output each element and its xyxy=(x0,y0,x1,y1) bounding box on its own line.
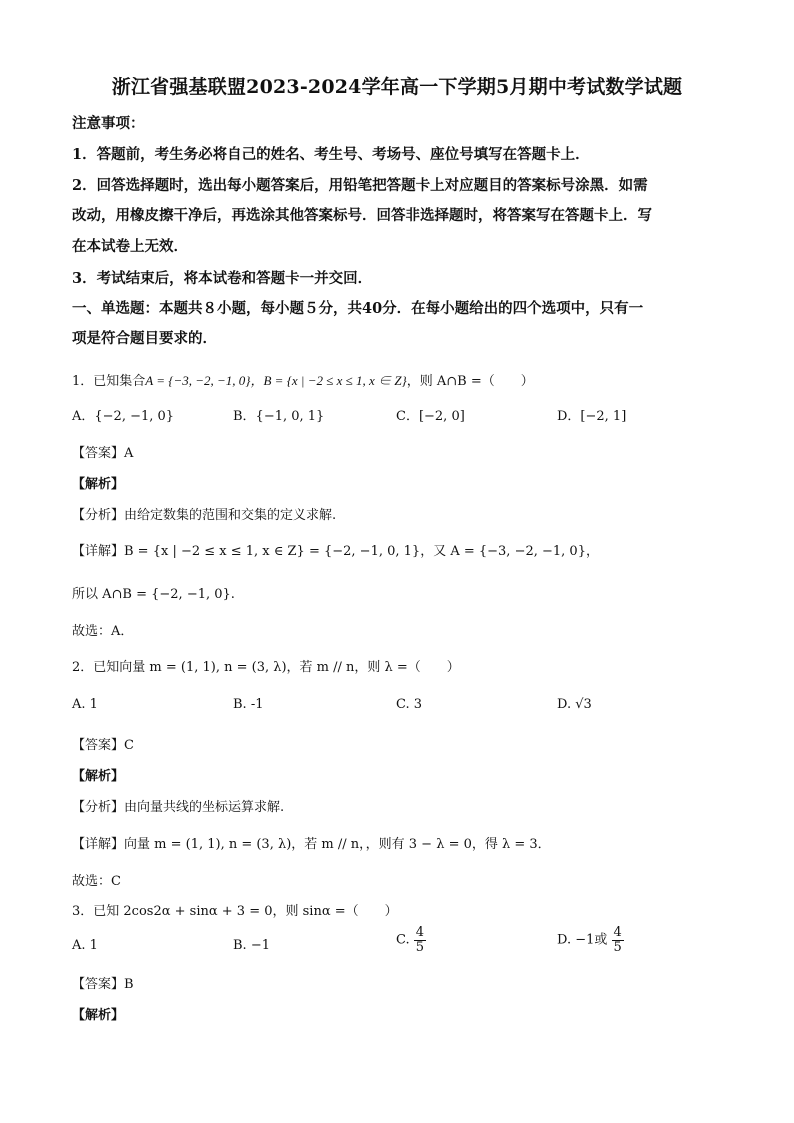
notice-item-3: 3．考试结束后，将本试卷和答题卡一并交回． xyxy=(72,270,373,287)
notice-item-2-line-3: 在本试卷上无效． xyxy=(72,238,188,255)
q1-answer: 【答案】A xyxy=(72,446,134,461)
q1-analysis-label: 【解析】 xyxy=(72,477,125,492)
q3-option-c-label: C. xyxy=(396,932,410,948)
notice-item-1: 1．答题前，考生务必将自己的姓名、考生号、考场号、座位号填写在答题卡上． xyxy=(72,146,590,163)
notice-item-2-line-2: 改动，用橡皮擦干净后，再选涂其他答案标号．回答非选择题时，将答案写在答题卡上．写 xyxy=(72,207,652,224)
q3-answer: 【答案】B xyxy=(72,977,134,992)
q1-option-c: C．[−2, 0] xyxy=(396,409,465,424)
q2-stem: 2．已知向量 m = (1, 1), n = (3, λ)，若 m // n，则 λ =（ ） xyxy=(72,660,460,675)
q3-option-d-fraction xyxy=(612,926,624,954)
q2-option-d: D. √3 xyxy=(557,697,592,712)
q1-choose: 故选：A． xyxy=(72,624,134,639)
q3-stem: 3．已知 2cos2α + sinα + 3 = 0，则 sinα =（ ） xyxy=(72,904,398,919)
q3-option-c xyxy=(396,926,426,954)
q2-option-c: C. 3 xyxy=(396,697,423,712)
fraction-numerator: 4 xyxy=(613,925,622,940)
q2-option-b: B. -1 xyxy=(233,697,264,712)
q3-option-c-fraction xyxy=(414,926,426,954)
q1-option-d: D．[−2, 1] xyxy=(557,409,627,424)
q2-choose: 故选：C xyxy=(72,874,121,889)
section-heading-line-2: 项是符合题目要求的． xyxy=(72,330,217,347)
fraction-numerator: 4 xyxy=(415,925,425,940)
q2-fenxi: 【分析】由向量共线的坐标运算求解. xyxy=(72,800,285,815)
q1-option-b: B．{−1, 0, 1} xyxy=(233,409,325,424)
notice-heading: 注意事项： xyxy=(72,115,145,132)
q1-stem-suffix: ，则 A∩B =（ ） xyxy=(406,374,534,389)
q3-option-d xyxy=(557,926,624,954)
q1-fenxi: 【分析】由给定数集的范围和交集的定义求解. xyxy=(72,508,337,523)
q1-stem-math: A = {−3, −2, −1, 0}，B = {x | −2 ≤ x ≤ 1, x ∈ Z} xyxy=(145,373,407,388)
q1-detail-2: 所以 A∩B = {−2, −1, 0}. xyxy=(72,587,235,602)
q2-analysis-label: 【解析】 xyxy=(72,769,125,784)
section-heading-line-1: 一、单选题：本题共８小题，每小题５分，共40分．在每小题给出的四个选项中，只有一 xyxy=(72,300,644,317)
q3-analysis-label: 【解析】 xyxy=(72,1008,125,1023)
notice-item-2-line-1: 2．回答选择题时，选出每小题答案后，用铅笔把答题卡上对应题目的答案标号涂黑．如需 xyxy=(72,177,648,194)
q3-option-d-label: D. −1或 xyxy=(557,932,608,948)
q1-stem xyxy=(72,370,724,389)
q1-detail-1: 【详解】B = {x | −2 ≤ x ≤ 1, x ∈ Z} = {−2, −1, 0, 1}，又 A = {−3, −2, −1, 0}， xyxy=(72,544,599,559)
q3-option-a: A. 1 xyxy=(72,938,98,953)
page-title: 浙江省强基联盟2023-2024学年高一下学期5月期中考试数学试题 xyxy=(111,76,683,98)
q2-detail: 【详解】向量 m = (1, 1), n = (3, λ)，若 m // n，，则有 3 − λ = 0，得 λ = 3． xyxy=(72,837,551,852)
q3-option-b: B. −1 xyxy=(233,938,270,953)
q1-option-a: A．{−2, −1, 0} xyxy=(72,409,175,424)
q2-answer: 【答案】C xyxy=(72,738,134,753)
fraction-denominator: 5 xyxy=(415,939,425,955)
q2-option-a: A. 1 xyxy=(72,697,98,712)
q1-stem-prefix: 1．已知集合 xyxy=(72,374,146,389)
fraction-denominator: 5 xyxy=(613,939,622,955)
